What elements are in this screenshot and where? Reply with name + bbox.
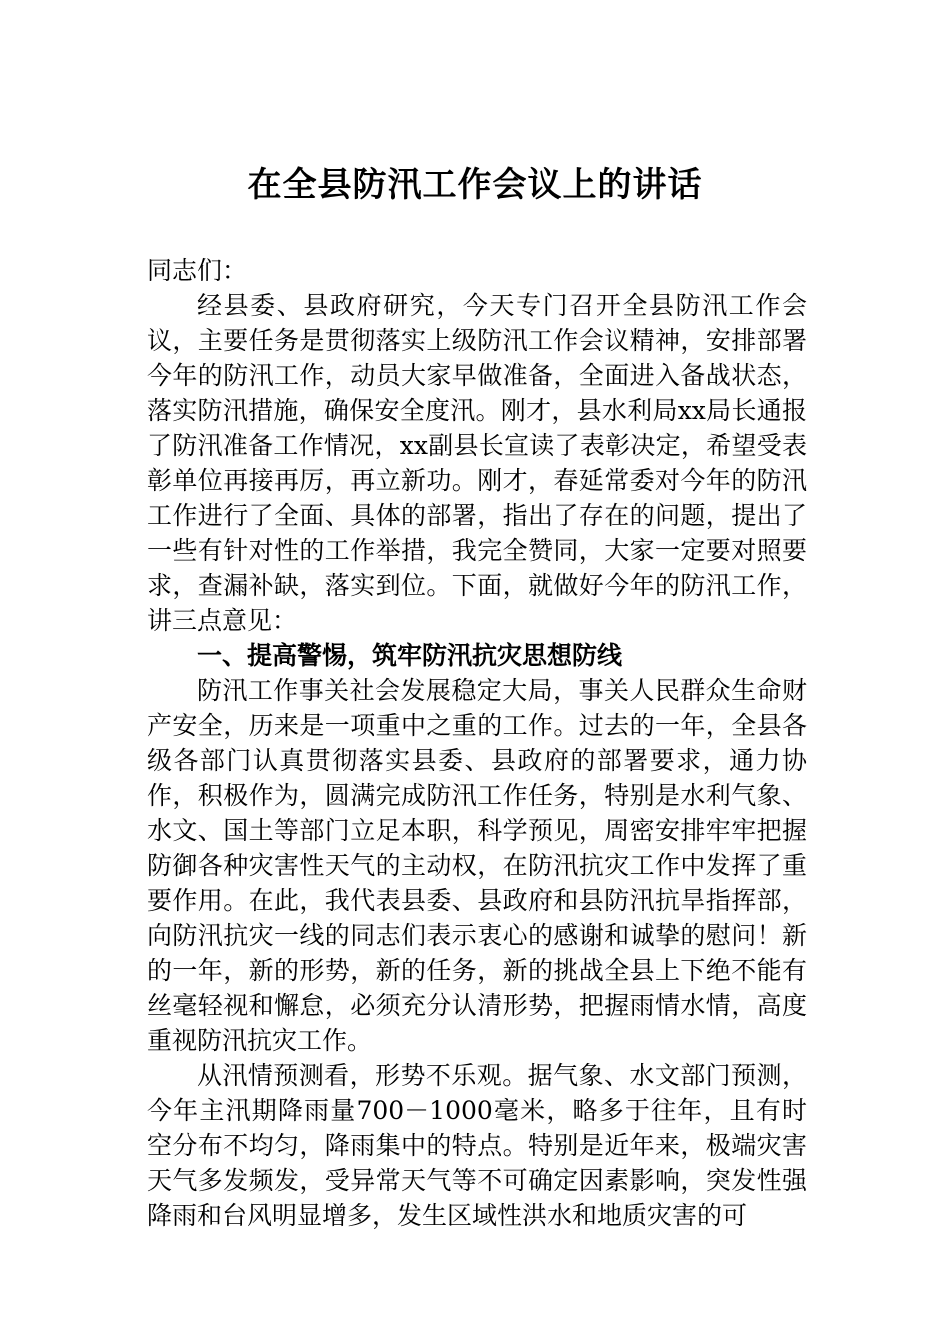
document-title: 在全县防汛工作会议上的讲话 (247, 165, 703, 205)
section-heading: 一、提高警惕，筑牢防汛抗灾思想防线 (197, 641, 623, 670)
section-paragraph-2: 从汛情预测看，形势不乐观。据气象、水文部门预测，今年主汛期降雨量700－1000毫米，略多于往年，且有时空分布不均匀，降雨集中的特点。特别是近年来，极端灾害天气多发频发，受异常天气等不可确定因素影响，突发性强降雨和台风明显增多，发生区域性洪水和地质灾害的可 (147, 1061, 807, 1230)
document-body (147, 253, 807, 1233)
opening-paragraph: 经县委、县政府研究，今天专门召开全县防汛工作会议，主要任务是贯彻落实上级防汛工作会议精神，安排部署今年的防汛工作，动员大家早做准备，全面进入备战状态，落实防汛措施，确保安全度汛。刚才，县水利局xx局长通报了防汛准备工作情况，xx副县长宣读了表彰决定，希望受表彰单位再接再厉，再立新功。刚才，春延常委对今年的防汛工作进行了全面、具体的部署，指出了存在的问题，提出了一些有针对性的工作举措，我完全赞同，大家一定要对照要求，查漏补缺，落实到位。下面，就做好今年的防汛工作，讲三点意见： (147, 291, 807, 635)
section-paragraph-1: 防汛工作事关社会发展稳定大局，事关人民群众生命财产安全，历来是一项重中之重的工作。过去的一年，全县各级各部门认真贯彻落实县委、县政府的部署要求，通力协作，积极作为，圆满完成防汛工作任务，特别是水利气象、水文、国土等部门立足本职，科学预见，周密安排牢牢把握防御各种灾害性天气的主动权，在防汛抗灾工作中发挥了重要作用。在此，我代表县委、县政府和县防汛抗旱指挥部，向防汛抗灾一线的同志们表示衷心的感谢和诚挚的慰问！新的一年，新的形势，新的任务，新的挑战全县上下绝不能有丝毫轻视和懈怠，必须充分认清形势，把握雨情水情，高度重视防汛抗灾工作。 (147, 676, 807, 1055)
salutation: 同志们： (147, 256, 248, 285)
